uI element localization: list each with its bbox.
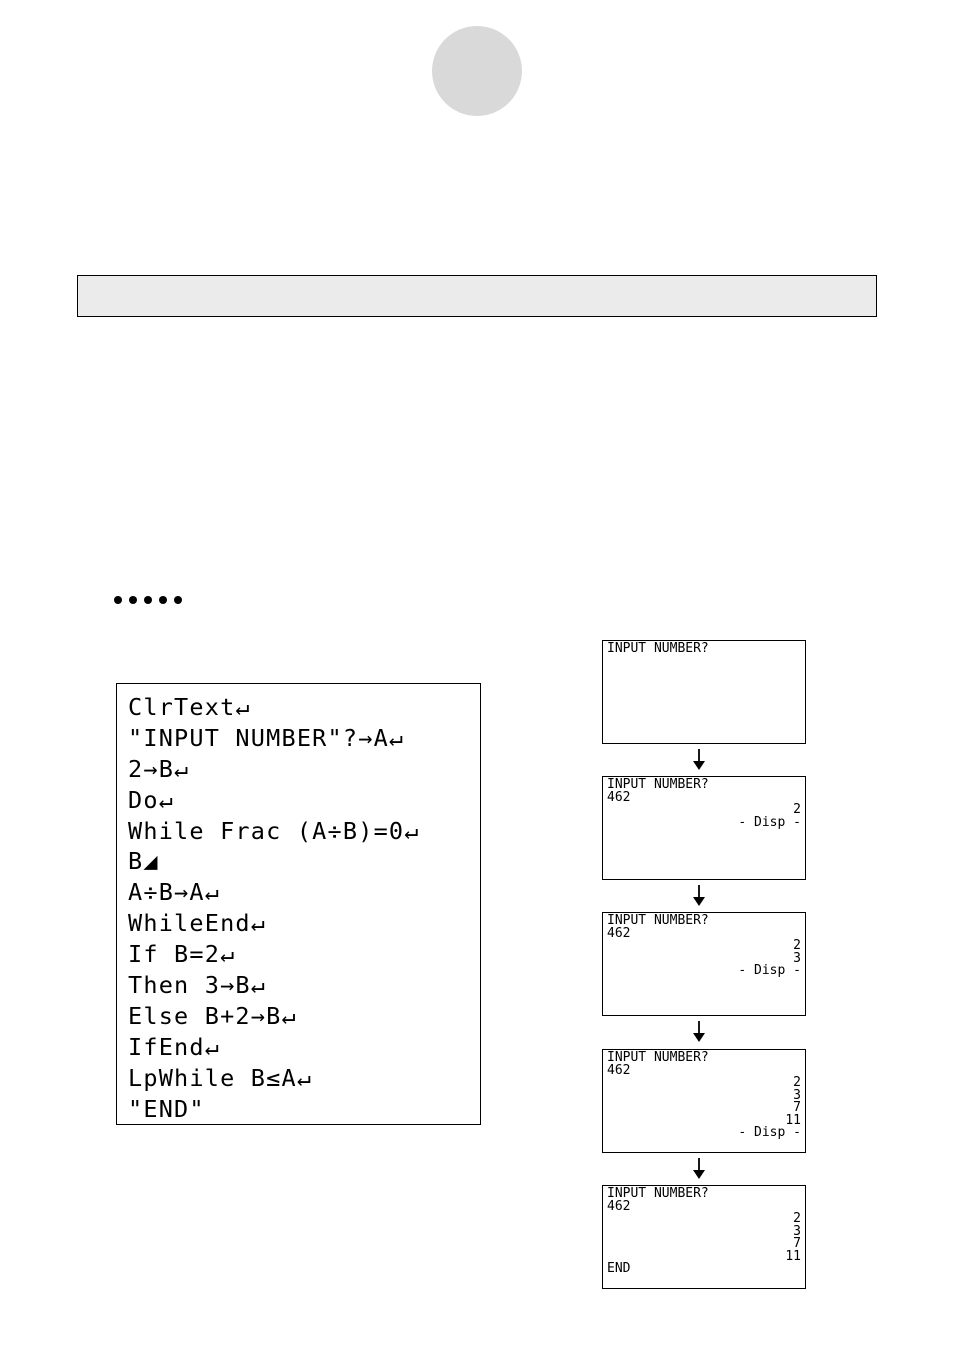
page-number-circle xyxy=(432,26,522,116)
code-line: 2→B↵ xyxy=(128,754,190,783)
calculator-screen-4 xyxy=(602,1049,806,1153)
code-line: LpWhile B≤A↵ xyxy=(128,1063,313,1092)
screen-status: - Disp - xyxy=(738,963,801,978)
bullet-dot xyxy=(174,596,182,604)
bullet-dot xyxy=(114,596,122,604)
screen-result: 7 xyxy=(793,1236,801,1251)
screen-result: 3 xyxy=(793,950,801,966)
screen-prompt: INPUT NUMBER? xyxy=(607,641,709,656)
screen-prompt: INPUT NUMBER? xyxy=(607,1186,709,1201)
code-line: "INPUT NUMBER"?→A↵ xyxy=(128,723,405,752)
bullet-dot xyxy=(144,596,152,604)
screen-result: 3 xyxy=(793,1087,801,1103)
calculator-screen-3 xyxy=(602,912,806,1016)
screen-result: 2 xyxy=(793,802,801,817)
screen-result: 11 xyxy=(785,1112,801,1128)
screen-status: - Disp - xyxy=(738,814,801,830)
code-line: Do↵ xyxy=(128,785,175,814)
bullet-dot xyxy=(129,596,137,604)
screen-result: 2 xyxy=(793,1211,801,1226)
code-line: Else B+2→B↵ xyxy=(128,1001,297,1030)
section-header-band xyxy=(77,275,877,317)
code-line: IfEnd↵ xyxy=(128,1032,221,1061)
screen-result: 2 xyxy=(793,938,801,953)
screen-footer: END xyxy=(607,1261,631,1276)
code-line: A÷B→A↵ xyxy=(128,878,221,907)
code-line: WhileEnd↵ xyxy=(128,909,267,938)
screen-prompt: INPUT NUMBER? xyxy=(607,1050,709,1065)
screen-result: 11 xyxy=(785,1248,801,1264)
screen-input: 462 xyxy=(607,789,631,805)
screen-result: 3 xyxy=(793,1223,801,1239)
code-line: B◢ xyxy=(128,847,159,876)
calculator-screen-1 xyxy=(602,640,806,744)
bullet-dots xyxy=(114,596,182,604)
calculator-screen-5 xyxy=(602,1185,806,1289)
code-line: If B=2↵ xyxy=(128,940,236,969)
code-line: While Frac (A÷B)=0↵ xyxy=(128,816,420,845)
screen-result: 7 xyxy=(793,1100,801,1115)
screen-input: 462 xyxy=(607,925,631,941)
code-line: ClrText↵ xyxy=(128,693,251,721)
down-arrow-icon xyxy=(692,885,706,907)
bullet-dot xyxy=(159,596,167,604)
down-arrow-icon xyxy=(692,1021,706,1043)
calculator-screen-2 xyxy=(602,776,806,880)
screen-input: 462 xyxy=(607,1198,631,1214)
screen-prompt: INPUT NUMBER? xyxy=(607,913,709,928)
screen-result: 2 xyxy=(793,1075,801,1090)
code-line: "END" xyxy=(128,1094,205,1123)
down-arrow-icon xyxy=(692,749,706,771)
screen-prompt: INPUT NUMBER? xyxy=(607,777,709,792)
code-line: Then 3→B↵ xyxy=(128,971,267,1000)
screen-status: - Disp - xyxy=(738,1125,801,1140)
down-arrow-icon xyxy=(692,1158,706,1180)
program-listing xyxy=(116,683,481,1125)
screen-input: 462 xyxy=(607,1062,631,1078)
